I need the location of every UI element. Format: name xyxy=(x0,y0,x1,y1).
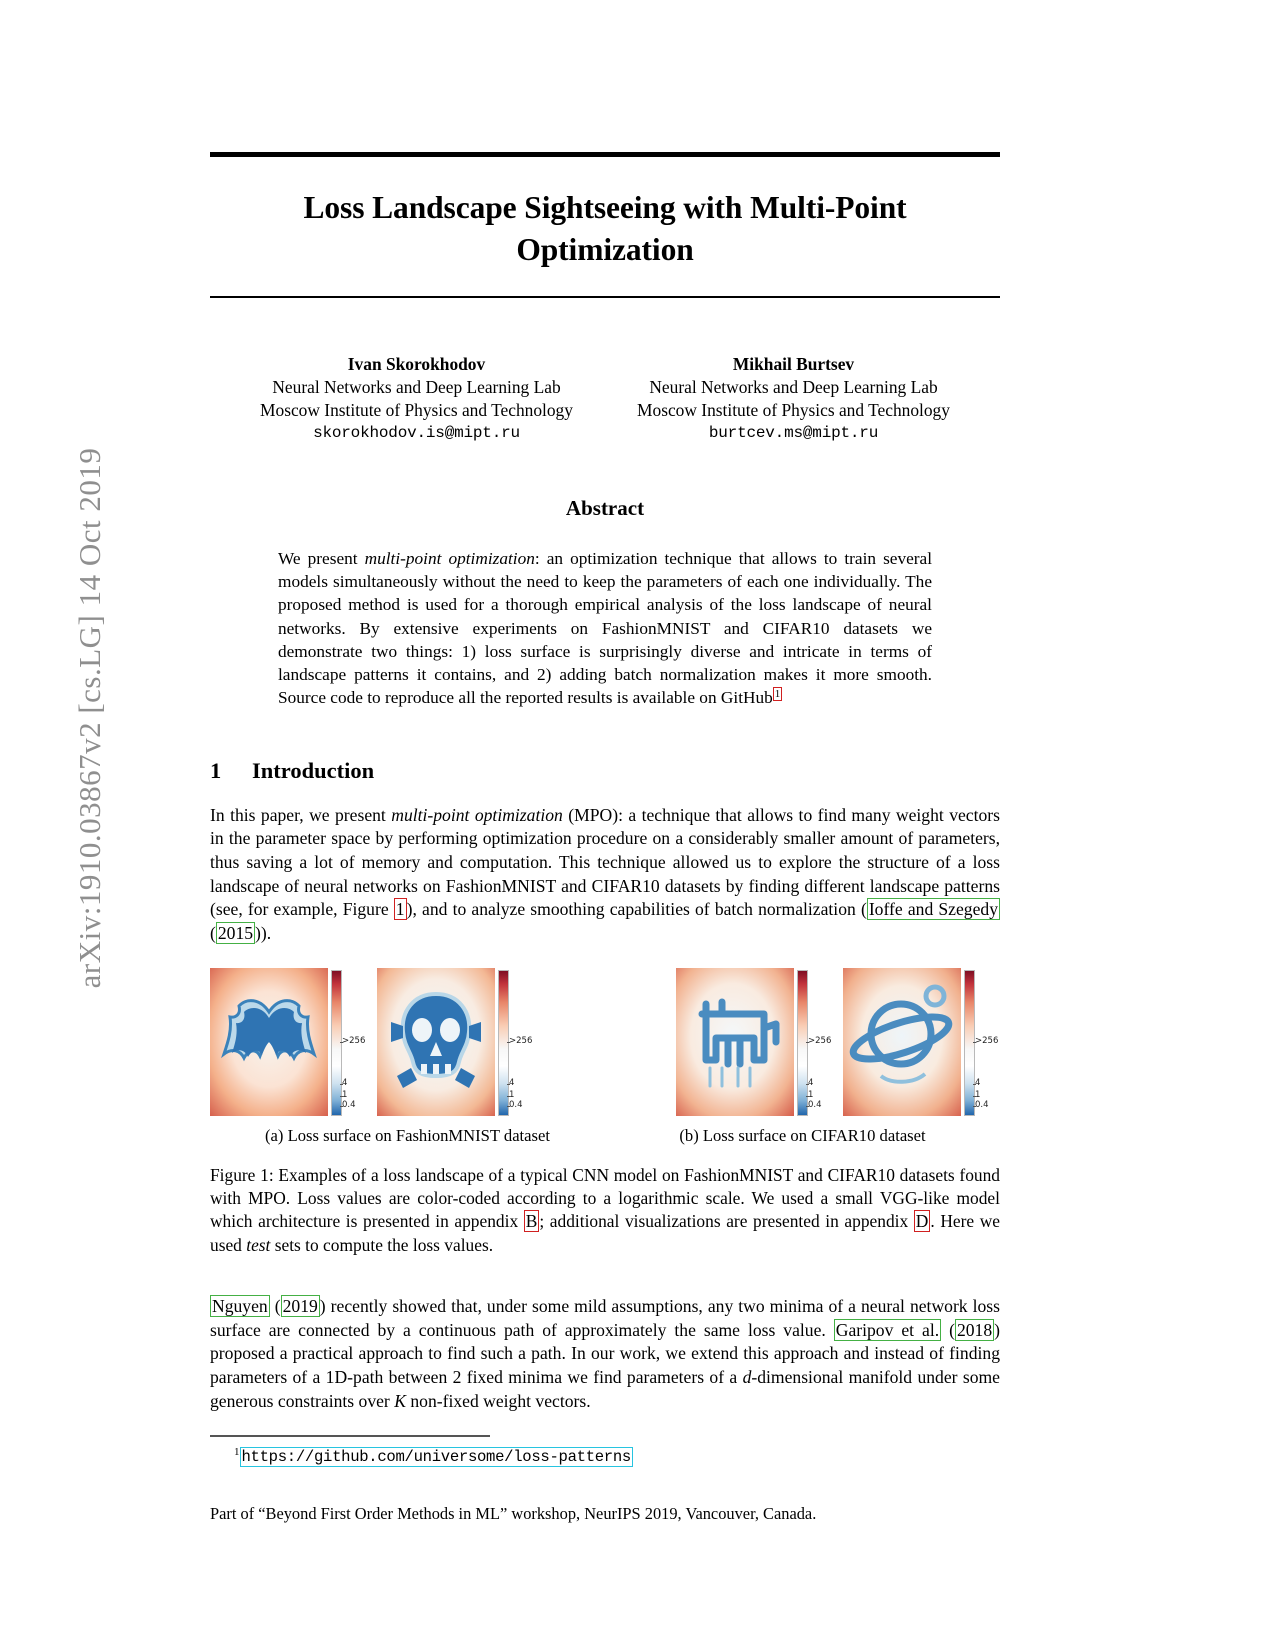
title-block xyxy=(210,152,1000,298)
p2-text-4: ) proposed a practical approach to find such a path. In our work, we extend this approach and instead of finding parameters of a 1D-path between 2 fixed minima we find parameters of a xyxy=(210,1319,1000,1388)
arxiv-stamp: arXiv:1910.03867v2 [cs.LG] 14 Oct 2019 xyxy=(72,447,107,989)
subfigure-a xyxy=(210,968,534,1116)
caption-italic-test: test xyxy=(246,1234,271,1255)
intro-text-3: ), and to analyze smoothing capabilities of batch normalization ( xyxy=(406,899,867,920)
author-email: skorokhodov.is@mipt.ru xyxy=(313,423,520,442)
section-number: 1 xyxy=(210,757,222,783)
author-entry xyxy=(228,353,605,444)
colorbar-label-4: 4 xyxy=(808,1077,814,1088)
appendix-d-link[interactable]: D xyxy=(915,1211,929,1232)
page-title: Loss Landscape Sightseeing with Multi-Point Optimization xyxy=(303,190,907,267)
citation-link-ioffe-year[interactable]: 2015 xyxy=(217,922,254,943)
subcaption-a: (a) Loss surface on FashionMNIST dataset xyxy=(265,1125,550,1145)
colorbar-label-max: >256 xyxy=(342,1035,366,1046)
colorbar-planet xyxy=(963,968,1000,1116)
colorbar-cow xyxy=(796,968,833,1116)
heatmap-bat xyxy=(210,968,328,1116)
subcaption-b: (b) Loss surface on CIFAR10 dataset xyxy=(679,1125,926,1145)
colorbar-label-min: 0.4 xyxy=(975,1099,989,1110)
abstract-text-2: : an optimization technique that allows to train several models simultaneously without the need to keep the parameters of each one individually. The proposed method is used for a thorough empirical analysis of the loss landscape of neural networks. By extensive experiments on FashionMNIST and CIFAR10 datasets we demonstrate two things: 1) loss surface is surprisingly diverse and intricate in terms of landscape patterns it contains, and 2) adding batch normalization makes it more smooth. Source code to reproduce all the reported results is available on GitHub xyxy=(278,548,933,708)
figure-1-panels xyxy=(210,968,1000,1116)
colorbar-label-4: 4 xyxy=(975,1077,981,1088)
colorbar-gradient xyxy=(964,970,975,1116)
abstract-italic-term: multi-point optimization xyxy=(364,548,535,568)
workshop-note: Part of “Beyond First Order Methods in ML” workshop, NeurIPS 2019, Vancouver, Canada. xyxy=(210,1504,817,1524)
citation-link-garipov-author[interactable]: Garipov et al. xyxy=(835,1319,940,1340)
abstract-heading: Abstract xyxy=(565,495,645,520)
intro-italic-term: multi-point optimization xyxy=(391,804,563,825)
panel-pair-a xyxy=(210,968,534,1116)
colorbar-label-1: 1 xyxy=(808,1089,814,1100)
heatmap-cow xyxy=(676,968,794,1116)
colorbar-gradient xyxy=(797,970,808,1116)
caption-text-1: Figure 1: Examples of a loss landscape of a typical CNN model on FashionMNIST and CIFAR10 datasets found with MPO. Loss values are color-coded according to a logarithmic scale. We used a small VGG-like model which architecture is presented in appendix xyxy=(210,1164,1000,1232)
panel-pair-b xyxy=(676,968,1000,1116)
caption-text-4: sets to compute the loss values. xyxy=(270,1234,494,1255)
colorbar-label-1: 1 xyxy=(975,1089,981,1100)
colorbar-gradient xyxy=(331,970,342,1116)
colorbar-label-4: 4 xyxy=(509,1077,515,1088)
author-name: Ivan Skorokhodov xyxy=(347,354,486,375)
section-title: Introduction xyxy=(252,757,375,783)
author-email: burtcev.ms@mipt.ru xyxy=(708,423,879,442)
colorbar-label-min: 0.4 xyxy=(509,1099,523,1110)
colorbar-bat xyxy=(330,968,367,1116)
intro-paragraph-2 xyxy=(210,1295,1000,1413)
p2-italic-d: d xyxy=(742,1367,752,1388)
citation-link-nguyen-year[interactable]: 2019 xyxy=(282,1296,318,1317)
caption-text-3: . Here we used xyxy=(210,1211,1000,1255)
author-block xyxy=(210,353,1000,444)
citation-link-ioffe-author[interactable]: Ioffe and Szegedy xyxy=(868,899,998,920)
loss-surface-panel-bat xyxy=(210,968,367,1116)
footnote-url-link[interactable]: https://github.com/universome/loss-patterns xyxy=(241,1448,631,1467)
figure-1-caption xyxy=(210,1164,1000,1258)
loss-surface-panel-skull xyxy=(377,968,534,1116)
author-affiliation-line1: Neural Networks and Deep Learning Lab xyxy=(272,377,561,398)
colorbar-skull xyxy=(497,968,534,1116)
footnote xyxy=(234,1446,1000,1466)
appendix-b-link[interactable]: B xyxy=(525,1211,538,1232)
colorbar-gradient xyxy=(498,970,509,1116)
colorbar-label-max: >256 xyxy=(975,1035,999,1046)
p2-text-6: non-fixed weight vectors. xyxy=(405,1390,591,1411)
heatmap-planet xyxy=(843,968,961,1116)
section-heading-introduction xyxy=(210,758,1000,784)
title-rule-top xyxy=(210,152,1000,157)
p2-text-3: ( xyxy=(941,1319,955,1340)
author-affiliation-line2: Moscow Institute of Physics and Technology xyxy=(260,400,573,421)
intro-text-5: )). xyxy=(255,922,272,943)
colorbar-label-min: 0.4 xyxy=(342,1099,356,1110)
abstract-body xyxy=(278,547,932,710)
author-affiliation-line1: Neural Networks and Deep Learning Lab xyxy=(649,377,938,398)
loss-surface-panel-cow xyxy=(676,968,833,1116)
figure-subcaptions xyxy=(210,1126,1000,1146)
citation-link-nguyen-author[interactable]: Nguyen xyxy=(212,1296,268,1317)
caption-text-2: ; additional visualizations are presented in appendix xyxy=(539,1211,914,1232)
loss-surface-panel-planet xyxy=(843,968,1000,1116)
intro-text-4: ( xyxy=(210,922,216,943)
colorbar-label-1: 1 xyxy=(342,1089,348,1100)
p2-text-5: -dimensional manifold under some generous constraints over xyxy=(210,1367,1000,1411)
colorbar-label-1: 1 xyxy=(509,1089,515,1100)
author-entry xyxy=(605,353,982,444)
figure-reference-link[interactable]: 1 xyxy=(395,899,405,920)
author-affiliation-line2: Moscow Institute of Physics and Technology xyxy=(637,400,950,421)
p2-italic-k: K xyxy=(394,1390,406,1411)
abstract-text-1: We present xyxy=(278,548,365,568)
intro-text-1: In this paper, we present xyxy=(210,804,392,825)
footnote-divider xyxy=(210,1435,490,1436)
footnote-number: 1 xyxy=(234,1445,240,1458)
p2-text-2: ) recently showed that, under some mild assumptions, any two minima of a neural network loss surface are connected by a continuous path of approximately the same loss value. xyxy=(210,1296,1001,1340)
heatmap-skull xyxy=(377,968,495,1116)
author-name: Mikhail Burtsev xyxy=(732,354,855,375)
title-rule-bottom xyxy=(210,296,1000,298)
citation-link-garipov-year[interactable]: 2018 xyxy=(956,1319,993,1340)
colorbar-label-max: >256 xyxy=(808,1035,832,1046)
intro-text-2: (MPO): a technique that allows to find many weight vectors in the parameter space by performing optimization procedure on a considerably smaller amount of parameters, thus saving a lot of memory and computation. This technique allowed us to explore the structure of a loss landscape of neural networks on FashionMNIST and CIFAR10 datasets by finding different landscape patterns (see, for example, Figure xyxy=(210,804,1001,920)
intro-paragraph-1 xyxy=(210,804,1000,946)
footnote-marker-link[interactable]: 1 xyxy=(774,687,781,700)
colorbar-label-min: 0.4 xyxy=(808,1099,822,1110)
subfigure-b xyxy=(676,968,1000,1116)
paper-page xyxy=(210,0,1000,1650)
colorbar-label-4: 4 xyxy=(342,1077,348,1088)
colorbar-label-max: >256 xyxy=(509,1035,533,1046)
p2-text-1: ( xyxy=(269,1296,281,1317)
